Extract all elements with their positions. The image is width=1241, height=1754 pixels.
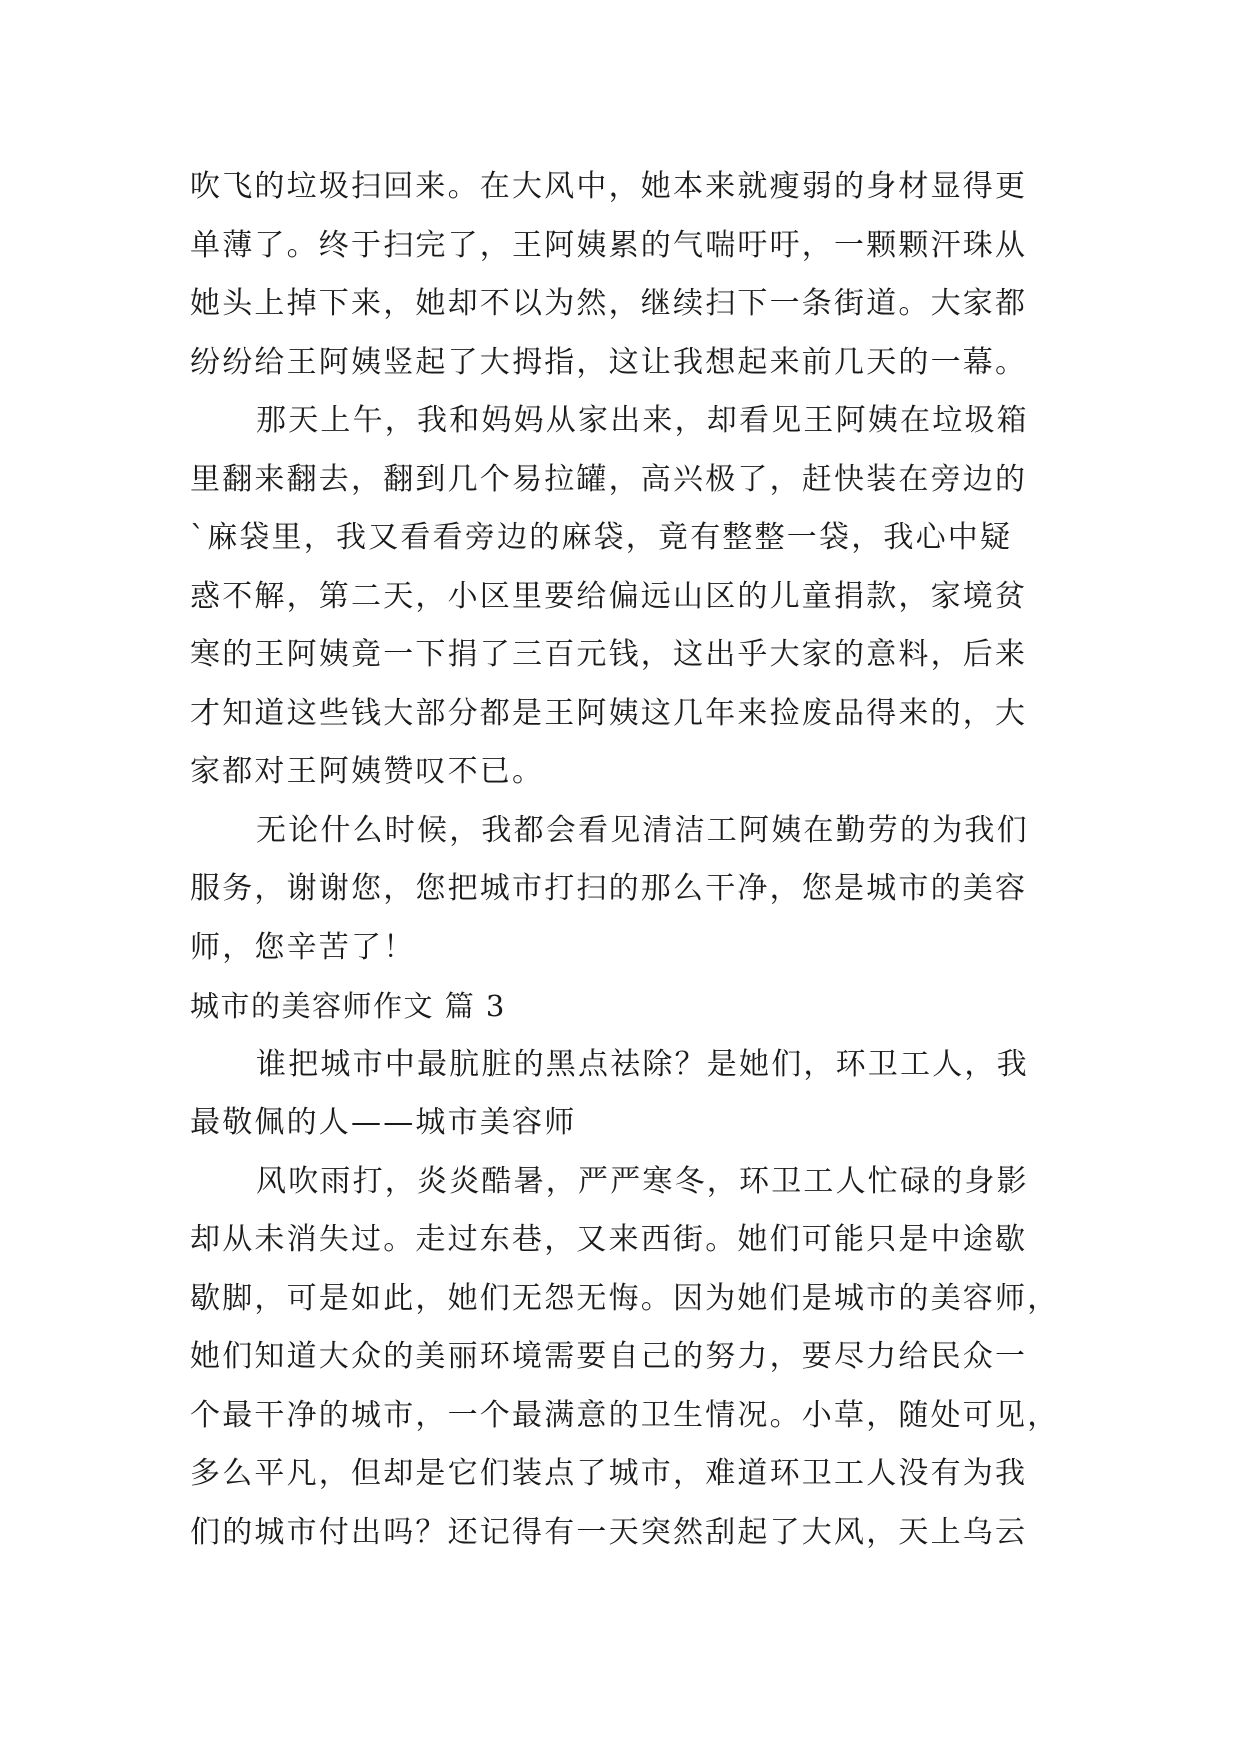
text-line: 她头上掉下来，她却不以为然，继续扫下一条街道。大家都 <box>190 286 1028 321</box>
document-page <box>190 158 1070 1562</box>
text-line: `麻袋里，我又看看旁边的麻袋，竟有整整一袋，我心中疑 <box>190 520 1013 555</box>
text-line: 她们知道大众的美丽环境需要自己的努力，要尽力给民众一 <box>190 1339 1028 1374</box>
paragraph-first-line: 风吹雨打，炎炎酷暑，严严寒冬，环卫工人忙碌的身影 <box>256 1163 1029 1199</box>
text-line: 里翻来翻去，翻到几个易拉罐，高兴极了，赶快装在旁边的 <box>190 461 1028 497</box>
section-heading: 城市的美容师作文 篇 3 <box>190 989 506 1023</box>
text-line: 单薄了。终于扫完了，王阿姨累的气喘吁吁，一颗颗汗珠从 <box>190 227 1028 263</box>
text-line: 们的城市付出吗？还记得有一天突然刮起了大风，天上乌云 <box>190 1514 1028 1550</box>
text-line: 才知道这些钱大部分都是王阿姨这几年来捡废品得来的，大 <box>190 695 1028 731</box>
text-line: 吹飞的垃圾扫回来。在大风中，她本来就瘦弱的身材显得更 <box>190 169 1028 204</box>
text-line: 惑不解，第二天，小区里要给偏远山区的儿童捐款，家境贫 <box>190 578 1028 614</box>
text-line: 寒的王阿姨竟一下捐了三百元钱，这出乎大家的意料，后来 <box>190 637 1028 672</box>
text-line: 服务，谢谢您，您把城市打扫的那么干净，您是城市的美容 <box>190 871 1028 906</box>
text-line: 多么平凡，但却是它们装点了城市，难道环卫工人没有为我 <box>190 1456 1028 1491</box>
paragraph-first-line: 谁把城市中最肮脏的黑点祛除？是她们，环卫工人，我 <box>256 1046 1029 1082</box>
paragraph-first-line: 无论什么时候，我都会看见清洁工阿姨在勤劳的为我们 <box>256 812 1029 848</box>
paragraph-first-line: 那天上午，我和妈妈从家出来，却看见王阿姨在垃圾箱 <box>256 403 1029 438</box>
text-line: 纷纷给王阿姨竖起了大拇指，这让我想起来前几天的一幕。 <box>190 344 1028 380</box>
text-line: 家都对王阿姨赞叹不已。 <box>190 754 545 789</box>
text-line: 最敬佩的人——城市美容师 <box>190 1105 577 1140</box>
text-line: 师，您辛苦了！ <box>190 929 416 965</box>
text-line: 却从未消失过。走过东巷，又来西街。她们可能只是中途歇 <box>190 1222 1028 1257</box>
text-line: 个最干净的城市，一个最满意的卫生情况。小草，随处可见， <box>190 1397 1060 1433</box>
text-line: 歇脚，可是如此，她们无怨无悔。因为她们是城市的美容师， <box>190 1280 1060 1316</box>
